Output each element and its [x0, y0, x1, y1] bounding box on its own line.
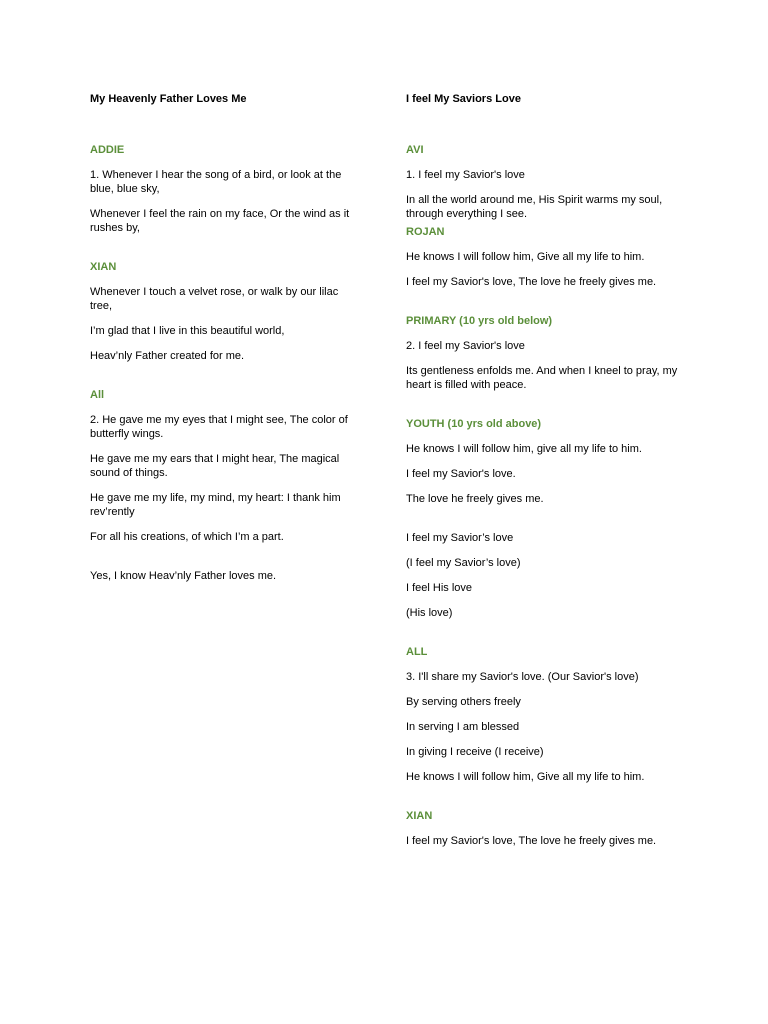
lyric-line: I feel my Savior's love, The love he freely gives me. — [406, 276, 657, 288]
lyric-line: He knows I will follow him, Give all my life to him. — [406, 251, 645, 263]
section-heading: XIAN — [90, 261, 117, 273]
lyric-line: I feel my Savior's love. — [406, 468, 516, 480]
lyric-line: I feel His love — [406, 582, 473, 594]
right-section-xian — [406, 809, 678, 848]
lyric-line: He gave me my life, my mind, my heart: I thank him rev’rently — [90, 492, 341, 518]
lyric-line: 1. I feel my Savior's love — [406, 169, 525, 181]
lyric-line: Its gentleness enfolds me. And when I kneel to pray, my heart is filled with peace. — [406, 365, 678, 391]
lyric-line: In serving I am blessed — [406, 721, 520, 733]
right-section-all — [406, 645, 678, 784]
section-heading: XIAN — [406, 810, 433, 822]
section-heading: YOUTH (10 yrs old above) — [406, 418, 542, 430]
lyric-line: 3. I'll share my Savior's love. (Our Savior's love) — [406, 671, 639, 683]
lyric-line: In giving I receive (I receive) — [406, 746, 544, 758]
lyric-line: Heav’nly Father created for me. — [90, 350, 245, 362]
lyric-line: (His love) — [406, 607, 453, 619]
left-section-xian — [90, 260, 360, 363]
right-section-refrain — [406, 531, 678, 620]
section-heading: PRIMARY (10 yrs old below) — [406, 315, 553, 327]
right-section-rojan — [406, 225, 678, 289]
lyric-line: For all his creations, of which I’m a part. — [90, 531, 284, 543]
right-song-title: I feel My Saviors Love — [406, 93, 521, 105]
section-heading: ALL — [406, 646, 428, 658]
left-song-column — [90, 92, 360, 594]
lyric-line: (I feel my Savior’s love) — [406, 557, 521, 569]
left-song-title: My Heavenly Father Loves Me — [90, 93, 247, 105]
section-heading: All — [90, 389, 105, 401]
right-section-avi — [406, 143, 678, 221]
lyric-line: Whenever I touch a velvet rose, or walk by our lilac tree, — [90, 286, 339, 312]
section-heading: ADDIE — [90, 144, 125, 156]
lyric-line: I’m glad that I live in this beautiful world, — [90, 325, 285, 337]
left-section-addie — [90, 143, 360, 235]
lyric-line: Yes, I know Heav’nly Father loves me. — [90, 570, 277, 582]
lyric-line: He knows I will follow him, Give all my life to him. — [406, 771, 645, 783]
right-section-primary — [406, 314, 678, 392]
lyric-line: 2. I feel my Savior's love — [406, 340, 525, 352]
lyric-line: He gave me my ears that I might hear, The magical sound of things. — [90, 453, 340, 479]
lyric-line: The love he freely gives me. — [406, 493, 544, 505]
lyric-line: I feel my Savior's love, The love he freely gives me. — [406, 835, 657, 847]
lyric-line: Whenever I feel the rain on my face, Or the wind as it rushes by, — [90, 208, 350, 234]
lyric-line: 1. Whenever I hear the song of a bird, or look at the blue, blue sky, — [90, 169, 342, 195]
right-section-youth — [406, 417, 678, 506]
lyric-line: By serving others freely — [406, 696, 521, 708]
section-heading: AVI — [406, 144, 424, 156]
lyric-line: 2. He gave me my eyes that I might see, The color of butterfly wings. — [90, 414, 348, 440]
left-section-all — [90, 388, 360, 544]
section-heading: ROJAN — [406, 226, 445, 238]
lyric-line: In all the world around me, His Spirit warms my soul, through everything I see. — [406, 194, 663, 220]
lyric-line: He knows I will follow him, give all my life to him. — [406, 443, 642, 455]
lyric-line: I feel my Savior’s love — [406, 532, 514, 544]
left-section-closing — [90, 569, 360, 583]
right-song-column — [406, 92, 678, 859]
